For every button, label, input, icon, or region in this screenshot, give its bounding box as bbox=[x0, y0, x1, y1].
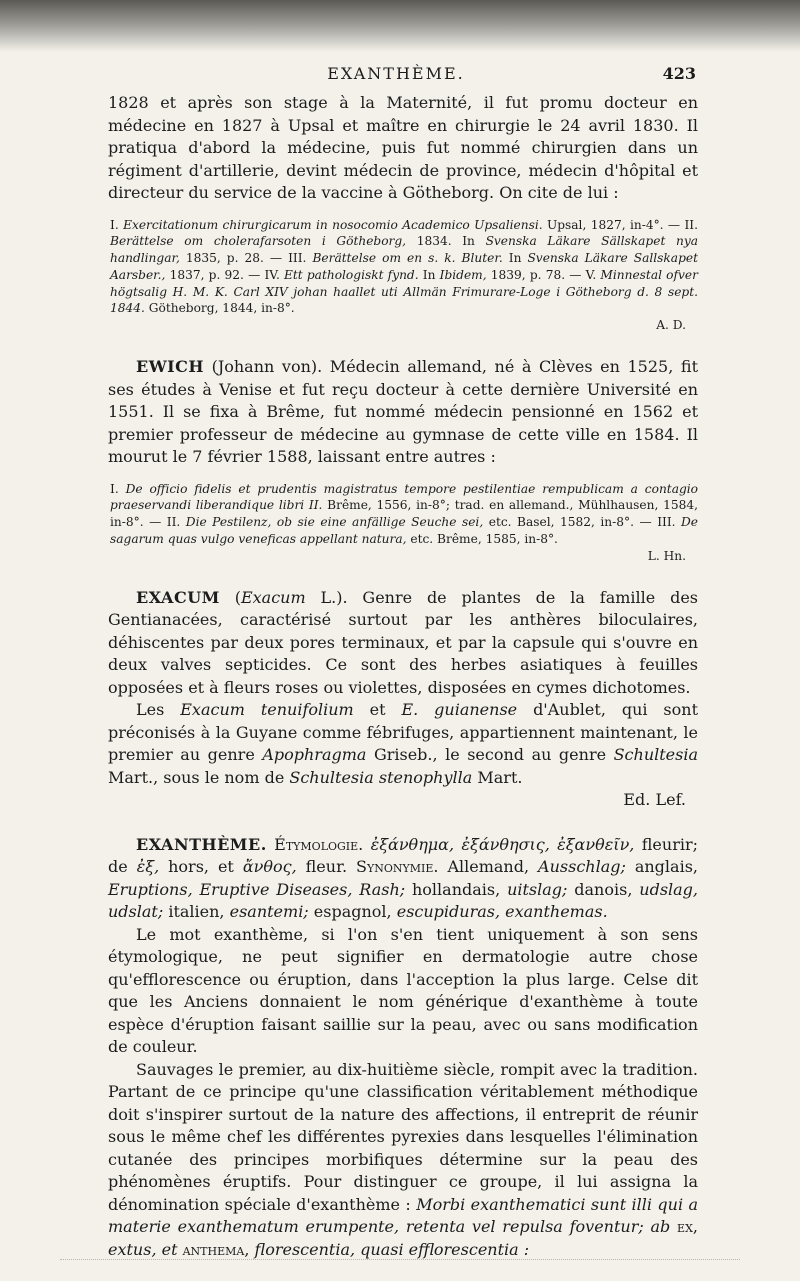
entry-exantheme-paragraph-3 bbox=[108, 1059, 698, 1262]
text-run: ( bbox=[219, 587, 241, 607]
text-run: hors, et bbox=[159, 857, 243, 877]
text-run: uitslag; bbox=[507, 879, 568, 899]
text-run: et bbox=[156, 1239, 183, 1259]
text-run: Schultesia stenophylla bbox=[289, 767, 473, 787]
text-run: Ausschlag; bbox=[538, 857, 626, 877]
text-run: ἐξ, bbox=[136, 857, 160, 877]
text-run: Svenska Läkare Sallskapet Aarsber., bbox=[110, 251, 698, 282]
text-run: Svenska Läkare Sällskapet nya handlingar, bbox=[110, 234, 698, 266]
entry-ewich bbox=[108, 356, 698, 564]
text-run: Sauvages le premier, au dix-huitième siècle, rompit avec la tradition. Partant de ce principe qu'une classification véritablement méthodique doit s'inspirer surtout de la nature des affections, il entreprit de réunir sous le même chef les différentes pyrexies dans lesquelles l'élimination cutanée des principes morbifiques détermine sur la peau des phénomènes éruptifs. Pour distinguer ce groupe, il lui assigna la dénomination spéciale d'exanthème : bbox=[108, 1059, 698, 1214]
page-number: 423 bbox=[662, 64, 696, 83]
continuation-paragraph: 1828 et après son stage à la Maternité, il fut promu docteur en médecine en 1827 à Upsal et maître en chirurgie le 24 avril 1830. Il pratiqua d'abord la médecine, puis fut nommé chirurgien dans un régiment d'artillerie, devint médecin de province, médecin d'hôpital et directeur du service de la vaccine à Götheborg. On cite de lui : bbox=[108, 93, 698, 202]
text-run: Ett pathologiskt fynd. bbox=[284, 267, 419, 282]
text-run: Exacum bbox=[240, 587, 306, 607]
exacum-signature-line bbox=[108, 789, 698, 812]
text-run: Mart. bbox=[472, 767, 523, 787]
continuation-references bbox=[108, 217, 698, 335]
text-run: 1837, p. 92. — IV. bbox=[165, 267, 284, 282]
scan-top-shading bbox=[0, 0, 800, 52]
page-content bbox=[108, 92, 698, 1261]
text-run: danois, bbox=[567, 879, 640, 899]
text-run: escupiduras, exanthemas. bbox=[396, 902, 608, 922]
text-run: Allemand, bbox=[438, 857, 539, 877]
text-run: In bbox=[418, 267, 440, 282]
text-run: L.). Genre de plantes de la famille des Gentianacées, caractérisé surtout par les anthères biloculaires, déhiscentes par deux pores terminaux, et par la capsule qui s'ouvre en deux valves septicides. Ce sont des herbes asiatiques à feuilles opposées et à fleurs roses ou violettes, disposées en cymes dichotomes. bbox=[108, 587, 699, 697]
text-run: 1839, p. 78. — V. bbox=[486, 267, 601, 282]
exantheme-p3-body bbox=[108, 1060, 698, 1259]
running-title: EXANTHÈME. bbox=[327, 64, 465, 83]
ewich-reference-list bbox=[110, 482, 698, 546]
text-run: Upsal, 1827, in-4°. — II. bbox=[542, 217, 698, 232]
author-signature: L. Hn. bbox=[647, 548, 686, 563]
author-signature: Ed. Lef. bbox=[623, 790, 686, 810]
text-run: I. bbox=[110, 217, 124, 232]
text-run: fleur. bbox=[296, 857, 357, 877]
text-run: Die Pestilenz, ob sie eine anfällige Seuche sei, bbox=[185, 515, 484, 530]
text-run: Ibidem, bbox=[439, 267, 487, 282]
entry-headword: EXANTHÈME. bbox=[136, 834, 267, 854]
entry-exantheme-paragraph-1 bbox=[108, 834, 698, 924]
text-run: Berättelse om cholerafarsoten i Götheborg, bbox=[110, 234, 407, 249]
continuation-reference-list bbox=[110, 218, 698, 316]
entry-ewich-body: (Johann von). Médecin allemand, né à Clèves en 1525, fit ses études à Venise et fut reçu docteur à cette dernière Université en 1551. Il se fixa à Brême, fut nommé médecin pensionné en 1562 et premier professeur de médecine au gymnase de cette ville en 1584. Il mourut le 7 février 1588, laissant entre autres : bbox=[108, 357, 698, 467]
text-run: Morbi exanthematici sunt illi qui a materie exanthematum erumpente, retenta vel repulsa foventur; ab bbox=[108, 1194, 699, 1237]
text-run: Berättelse om en s. k. Bluter. bbox=[312, 251, 503, 266]
text-run: hollandais, bbox=[405, 879, 508, 899]
author-signature: A. D. bbox=[656, 318, 686, 333]
text-run: esantemi; bbox=[229, 902, 309, 922]
text-run: Les bbox=[136, 700, 181, 720]
text-run: Étymologie. bbox=[266, 834, 371, 854]
entry-exacum-paragraph-2 bbox=[108, 699, 698, 789]
text-run: Apophragma bbox=[262, 745, 367, 765]
text-run: Götheborg, 1844, in-8°. bbox=[144, 301, 295, 316]
text-run: et bbox=[353, 700, 402, 720]
text-run: Synonymie. bbox=[356, 857, 439, 877]
text-run: Exercitationum chirurgicarum in nosocomio Academico Upsaliensi. bbox=[123, 217, 543, 232]
text-run: Eruptions, Eruptive Diseases, Rash; bbox=[108, 879, 406, 899]
text-run: Minnestal ofver högtsalig H. M. K. Carl XIV johan haallet uti Allmän Frimurare-Loge i Götheborg d. 8 sept. 1844. bbox=[110, 267, 698, 316]
entry-exacum bbox=[108, 587, 698, 812]
text-run: I. bbox=[110, 481, 126, 496]
text-run: anglais, bbox=[625, 857, 698, 877]
text-run: ἄνθος, bbox=[242, 857, 297, 877]
text-run: 1835, p. 28. — III. bbox=[179, 251, 313, 266]
entry-ewich-references bbox=[108, 481, 698, 565]
text-run: espagnol, bbox=[308, 902, 397, 922]
text-run: ex, bbox=[677, 1217, 698, 1237]
scan-bottom-line bbox=[60, 1259, 740, 1261]
entry-headword: EXACUM bbox=[136, 587, 220, 607]
page-header bbox=[96, 64, 696, 86]
text-run: fleurir; de bbox=[108, 834, 698, 877]
text-run: d'Aublet, qui sont préconisés à la Guyane comme fébrifuges, appartiennent maintenant, le premier au genre bbox=[108, 700, 699, 765]
text-run: extus, bbox=[108, 1239, 157, 1259]
text-run: De sagarum quas vulgo veneficas appellant natura, bbox=[110, 515, 699, 546]
entry-exantheme-paragraph-2: Le mot exanthème, si l'on s'en tient uniquement à son sens étymologique, ne peut signifier en dermatologie autre chose qu'efflorescence ou éruption, dans l'acception la plus large. Celse dit que les Anciens donnaient le nom générique d'exanthème à toute espèce d'éruption faisant saillie sur la peau, avec ou sans modification de couleur. bbox=[108, 924, 698, 1057]
entry-exacum-paragraph-1 bbox=[108, 587, 698, 700]
text-run: E. guianense bbox=[401, 700, 518, 720]
text-run: italien, bbox=[163, 902, 230, 922]
text-run: Mart., sous le nom de bbox=[108, 767, 290, 787]
entry-ewich-text bbox=[108, 356, 698, 469]
text-run: ἐξάνθημα, ἐξάνθησις, ἐξανθεῖν, bbox=[370, 834, 635, 854]
text-run: Schultesia bbox=[613, 745, 699, 765]
text-run: Exacum tenuifolium bbox=[180, 700, 354, 720]
text-run: udslag, udslat; bbox=[108, 879, 699, 922]
text-run: etc. Basel, 1582, in-8°. — III. bbox=[483, 515, 682, 530]
text-run: etc. Brême, 1585, in-8°. bbox=[406, 531, 558, 546]
text-run: In bbox=[502, 251, 528, 266]
text-run: florescentia, quasi efflorescentia : bbox=[254, 1239, 530, 1259]
text-run: De officio fidelis et prudentis magistratus tempore pestilentiae rempublicam a contagio praeservandi liberandique libri II. bbox=[110, 481, 699, 513]
text-run: anthema, bbox=[182, 1239, 250, 1259]
entry-headword: EWICH bbox=[136, 357, 204, 377]
text-run: Griseb., le second au genre bbox=[366, 745, 614, 765]
text-run: Brême, 1556, in-8°; trad. en allemand., Mühlhausen, 1584, in-8°. — II. bbox=[110, 498, 698, 530]
entry-exantheme bbox=[108, 834, 698, 1262]
text-run: 1834. In bbox=[406, 234, 486, 249]
exacum-p2-body bbox=[108, 700, 698, 787]
